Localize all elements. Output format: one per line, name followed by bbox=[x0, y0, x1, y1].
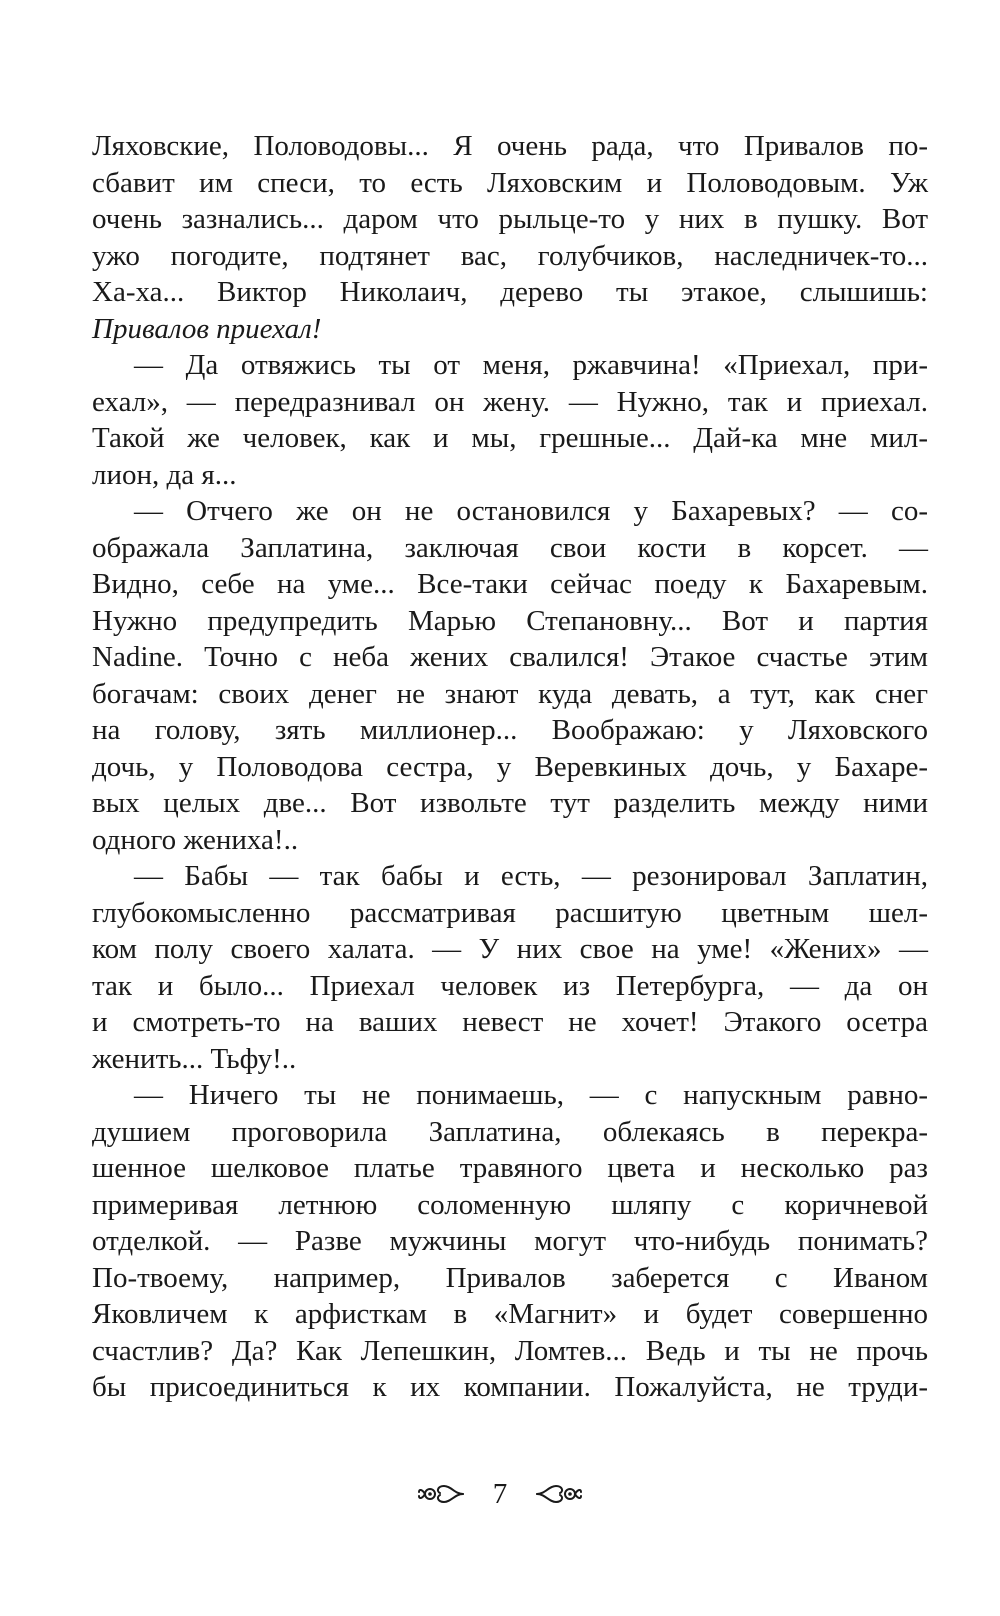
text-line: глубокомысленно рассматривая расшитую цветным шел- bbox=[92, 896, 928, 929]
text-line: бы присоединиться к их компании. Пожалуйста, не труди- bbox=[92, 1371, 928, 1403]
text-line: так и было... Приехал человек из Петербурга, — да он bbox=[92, 969, 928, 1002]
text-line: Нужно предупредить Марью Степановну... Вот и партия bbox=[92, 604, 928, 637]
text-line: ображала Заплатина, заключая свои кости в корсет. — bbox=[92, 531, 928, 564]
text-line-italic: Привалов приехал! bbox=[92, 312, 322, 345]
text-line: шенное шелковое платье травяного цвета и несколько раз bbox=[92, 1152, 928, 1184]
text-line: По-твоему, например, Привалов заберется с Иваном bbox=[92, 1261, 928, 1294]
text-line: одного жениха!.. bbox=[92, 823, 299, 856]
text-line: душием проговорила Заплатина, облекаясь в перекра- bbox=[92, 1115, 928, 1148]
text-line: примеривая летнюю соломенную шляпу с коричневой bbox=[92, 1188, 928, 1221]
book-page-text bbox=[92, 128, 928, 1406]
text-line: богачам: своих денег не знают куда девать, а тут, как снег bbox=[92, 677, 928, 710]
text-line: Ха-ха... Виктор Николаич, дерево ты этакое, слышишь: bbox=[92, 276, 928, 308]
text-line: — Да отвяжись ты от меня, ржавчина! «Приехал, при- bbox=[134, 349, 928, 381]
text-line: Ляховские, Половодовы... Я очень рада, что Привалов по- bbox=[92, 130, 928, 162]
ornament-right-icon bbox=[535, 1481, 583, 1507]
text-line: и смотреть-то на ваших невест не хочет! Этакого осетра bbox=[92, 1006, 928, 1038]
text-line: — Бабы — так бабы и есть, — резонировал Заплатин, bbox=[134, 860, 928, 892]
text-line: лион, да я... bbox=[92, 458, 237, 491]
text-line: счастлив? Да? Как Лепешкин, Ломтев... Ведь и ты не прочь bbox=[92, 1334, 928, 1367]
text-line: ужо погодите, подтянет вас, голубчиков, наследничек-то... bbox=[92, 239, 928, 272]
text-line: отделкой. — Разве мужчины могут что-нибудь понимать? bbox=[92, 1225, 928, 1257]
text-line: Nadine. Точно с неба жених свалился! Этакое счастье этим bbox=[92, 641, 928, 673]
text-line: — Отчего же он не остановился у Бахаревых? — со- bbox=[134, 495, 928, 527]
text-line: ком полу своего халата. — У них свое на уме! «Жених» — bbox=[92, 933, 928, 965]
text-line: очень зазнались... даром что рыльце-то у них в пушку. Вот bbox=[92, 203, 928, 235]
page-number: 7 bbox=[492, 1478, 508, 1510]
text-line: — Ничего ты не понимаешь, — с напускным равно- bbox=[134, 1079, 928, 1111]
ornament-left-icon bbox=[417, 1481, 465, 1507]
text-line: Такой же человек, как и мы, грешные... Дай-ка мне мил- bbox=[92, 422, 928, 454]
text-line: женить... Тьфу!.. bbox=[92, 1042, 297, 1075]
text-line: дочь, у Половодова сестра, у Веревкиных дочь, у Бахаре- bbox=[92, 750, 928, 783]
text-line: на голову, зять миллионер... Воображаю: у Ляховского bbox=[92, 714, 928, 746]
text-line: Яковличем к арфисткам в «Магнит» и будет совершенно bbox=[92, 1298, 928, 1330]
text-line: вых целых две... Вот извольте тут разделить между ними bbox=[92, 787, 928, 819]
page-footer bbox=[0, 1474, 1000, 1514]
text-line: сбавит им спеси, то есть Ляховским и Половодовым. Уж bbox=[92, 166, 928, 199]
text-line: ехал», — передразнивал он жену. — Нужно, так и приехал. bbox=[92, 385, 928, 418]
text-line: Видно, себе на уме... Все-таки сейчас поеду к Бахаревым. bbox=[92, 568, 928, 600]
